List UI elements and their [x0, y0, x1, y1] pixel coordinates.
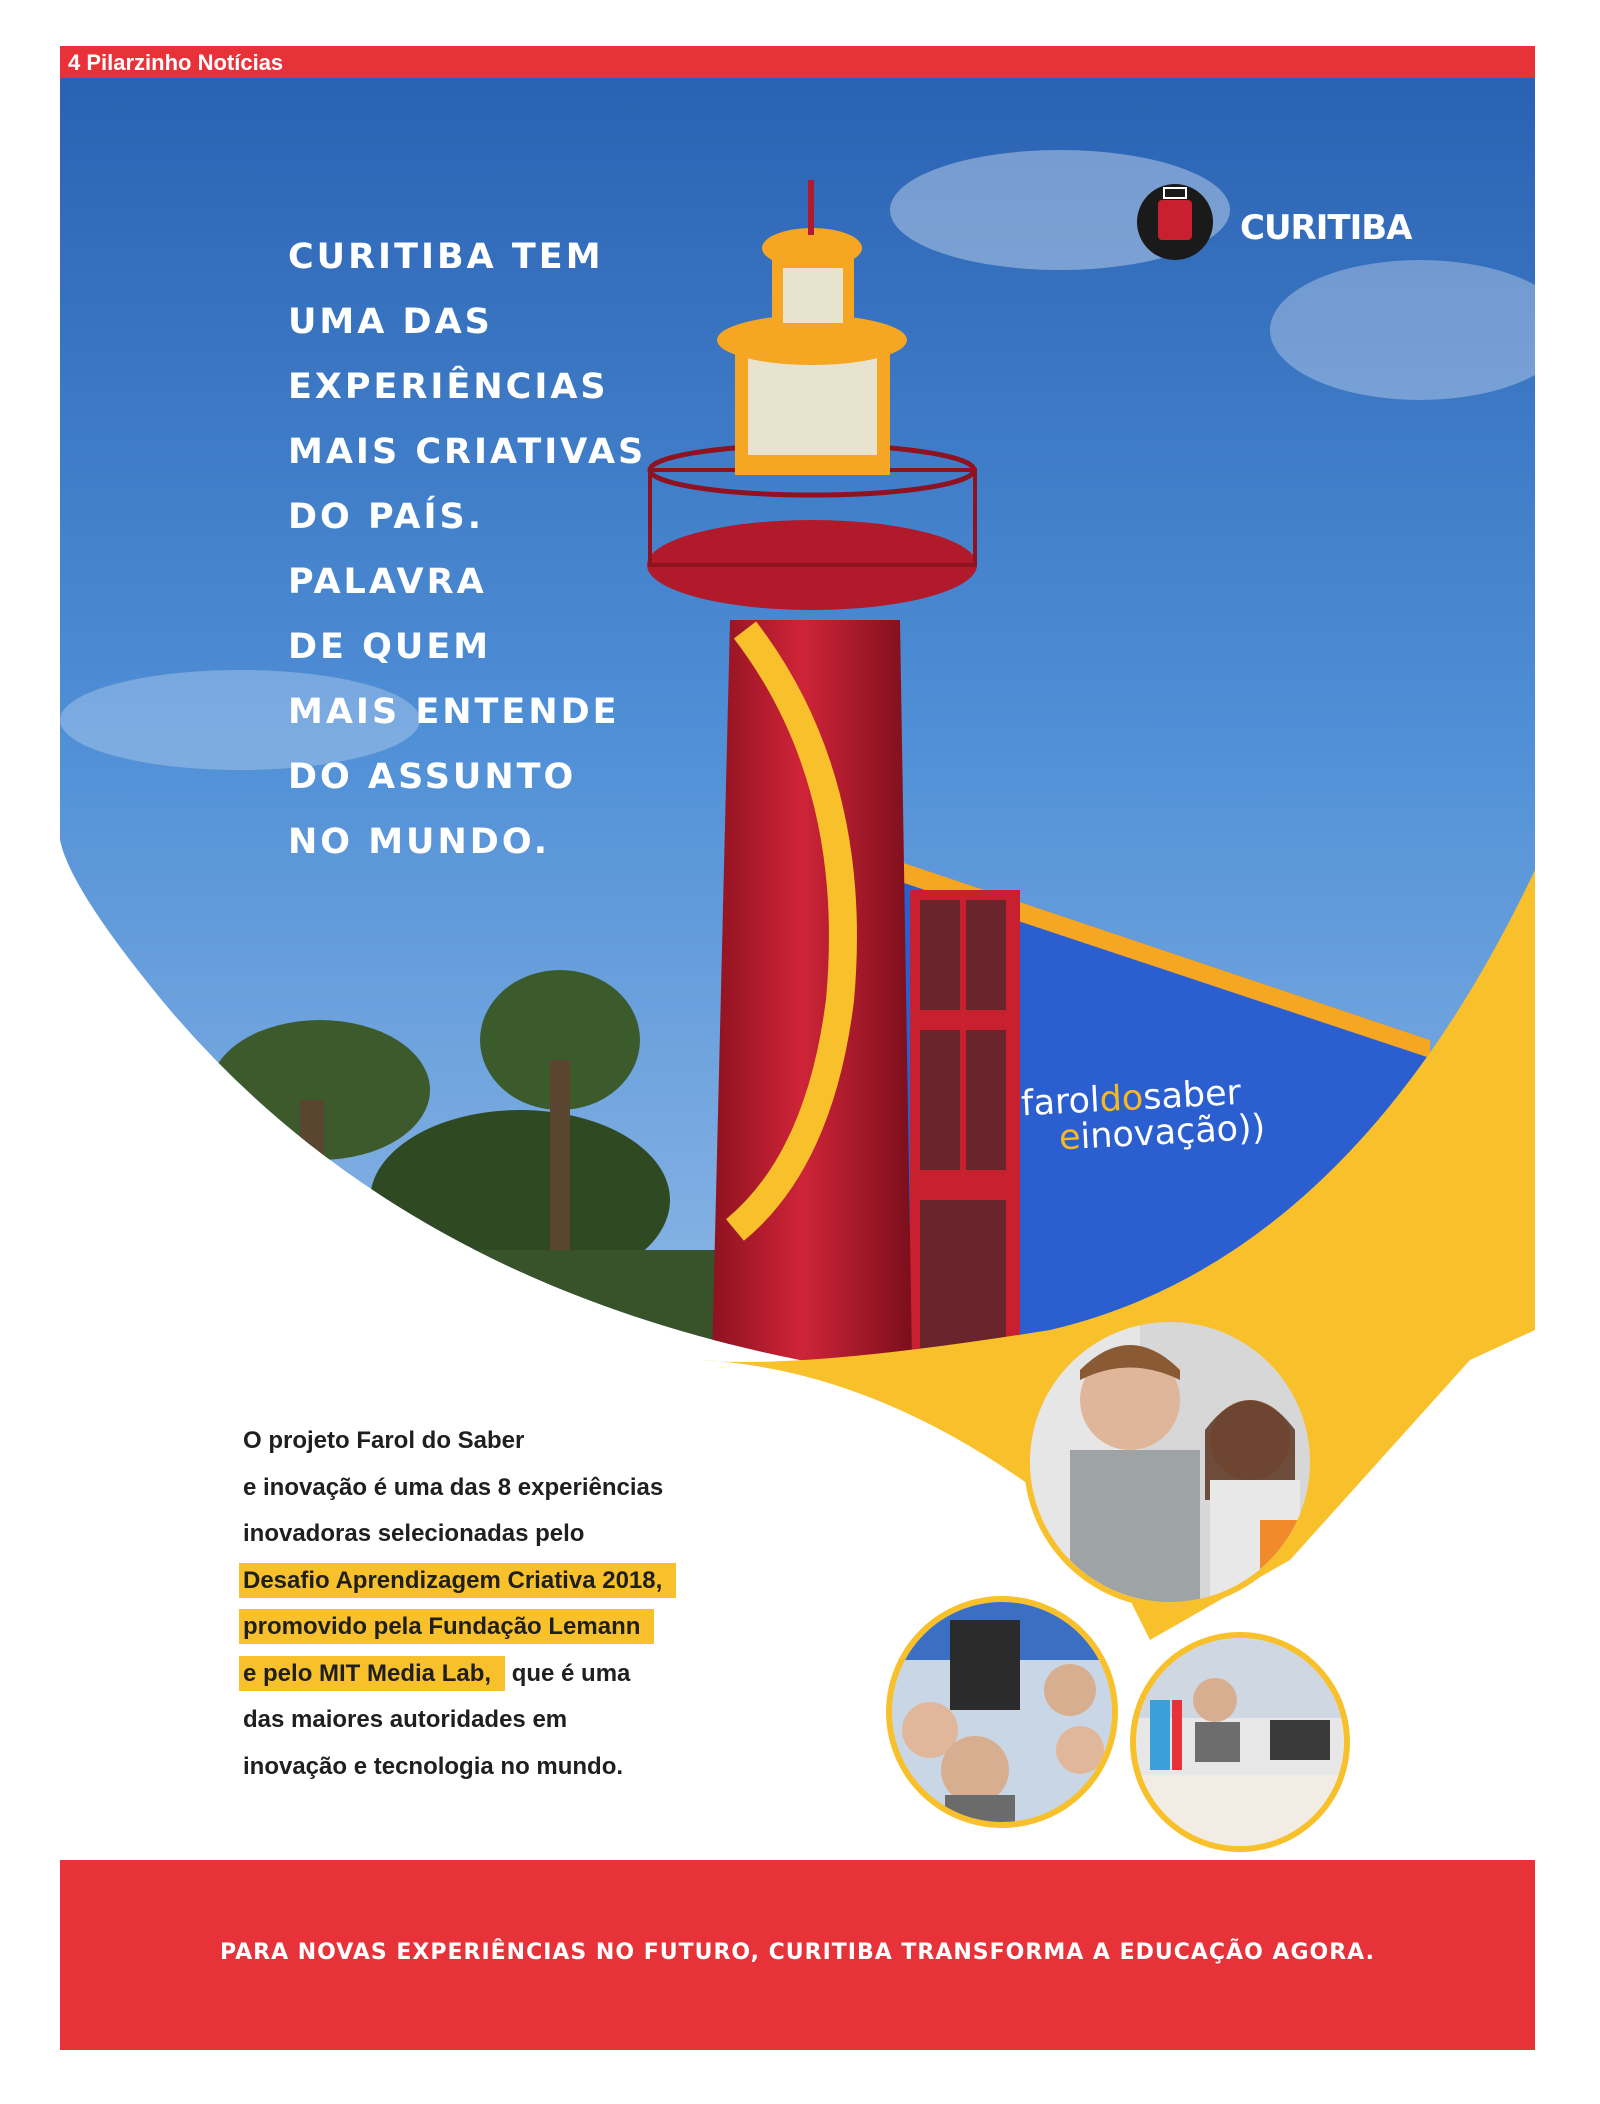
- body-line: e inovação é uma das 8 experiências: [243, 1473, 664, 1501]
- headline-line: MAIS CRIATIVAS: [288, 432, 647, 472]
- body-line: inovação e tecnologia no mundo.: [243, 1752, 624, 1780]
- curitiba-logo: [1130, 178, 1430, 268]
- page-header-label: 4 Pilarzinho Notícias: [68, 50, 284, 75]
- body-line-highlight: e pelo MIT Media Lab,: [239, 1656, 505, 1691]
- building-sign: [1020, 1074, 1266, 1159]
- sign-inovacao: inovação)): [1079, 1107, 1267, 1158]
- circle-photo-students-3: [1130, 1632, 1350, 1855]
- circle-photo-students-2: [886, 1596, 1120, 1835]
- headline-line: CURITIBA TEM: [288, 237, 604, 277]
- headline-line: DE QUEM: [288, 627, 492, 667]
- sign-e: e: [1058, 1117, 1082, 1159]
- footer-text: PARA NOVAS EXPERIÊNCIAS NO FUTURO, CURITIBA TRANSFORMA A EDUCAÇÃO AGORA.: [220, 1940, 1375, 1965]
- logo-text: CURITIBA: [1240, 208, 1412, 248]
- body-text: [243, 1418, 743, 1790]
- headline-line: NO MUNDO.: [288, 822, 551, 862]
- headline-line: DO PAÍS.: [288, 497, 485, 537]
- body-line: das maiores autoridades em: [243, 1706, 568, 1733]
- headline-line: DO ASSUNTO: [288, 757, 577, 797]
- body-line: O projeto Farol do Saber: [243, 1427, 525, 1454]
- body-line-highlight: Desafio Aprendizagem Criativa 2018,: [239, 1563, 676, 1598]
- headline-line: MAIS ENTENDE: [288, 692, 620, 732]
- headline-line: EXPERIÊNCIAS: [288, 367, 609, 407]
- sign-do: do: [1098, 1078, 1145, 1121]
- sign-saber: saber: [1142, 1072, 1242, 1118]
- body-line-tail: que é uma: [505, 1659, 631, 1687]
- footer-banner: [60, 1860, 1535, 2050]
- headline-line: UMA DAS: [288, 302, 493, 342]
- headline-line: PALAVRA: [288, 562, 487, 602]
- sign-farol: farol: [1020, 1080, 1101, 1125]
- body-line-highlight: promovido pela Fundação Lemann: [239, 1609, 654, 1644]
- body-line: inovadoras selecionadas pelo: [243, 1520, 585, 1547]
- headline: [288, 225, 728, 875]
